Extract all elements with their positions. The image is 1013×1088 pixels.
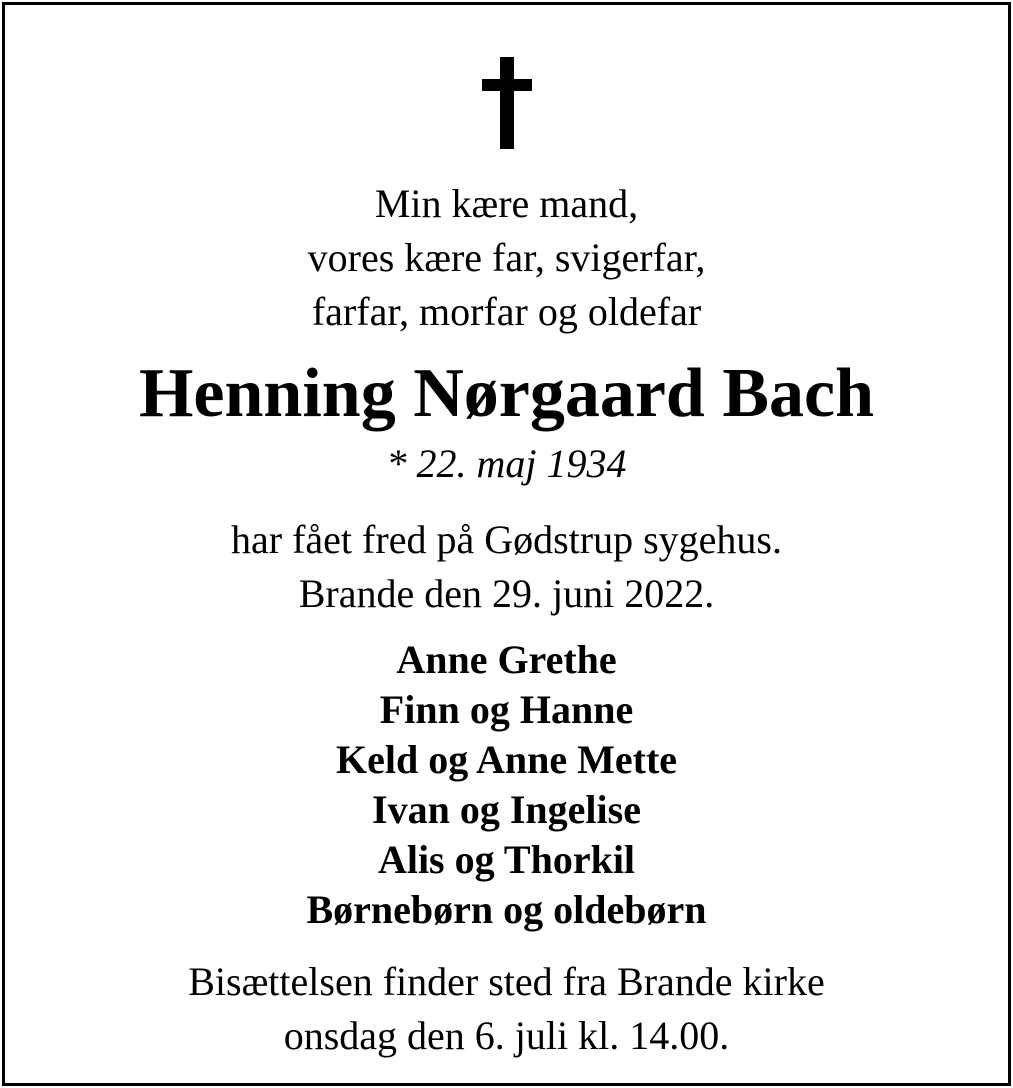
funeral-line: Bisættelsen finder sted fra Brande kirke [188,959,825,1004]
death-notice-line: Brande den 29. juni 2022. [298,571,715,616]
intro-line: farfar, morfar og oldefar [311,289,702,334]
family-member: Ivan og Ingelise [372,787,641,832]
funeral-info [5,955,1008,1063]
intro-line: Min kære mand, [374,181,639,226]
family-list [5,635,1008,935]
family-member: Børnebørn og oldebørn [306,887,707,932]
family-member: Finn og Hanne [379,687,634,732]
family-member: Anne Grethe [396,637,617,682]
family-member: Keld og Anne Mette [335,737,678,782]
obituary-notice [2,2,1011,1086]
family-member: Alis og Thorkil [377,837,636,882]
intro-line: vores kære far, svigerfar, [307,235,706,280]
funeral-line: onsdag den 6. juli kl. 14.00. [283,1013,730,1058]
deceased-name: Henning Nørgaard Bach [138,355,875,432]
death-notice [5,513,1008,621]
intro-text [5,177,1008,339]
cross-icon [482,57,532,149]
birth-date: * 22. maj 1934 [386,441,627,486]
death-notice-line: har fået fred på Gødstrup sygehus. [231,517,782,562]
